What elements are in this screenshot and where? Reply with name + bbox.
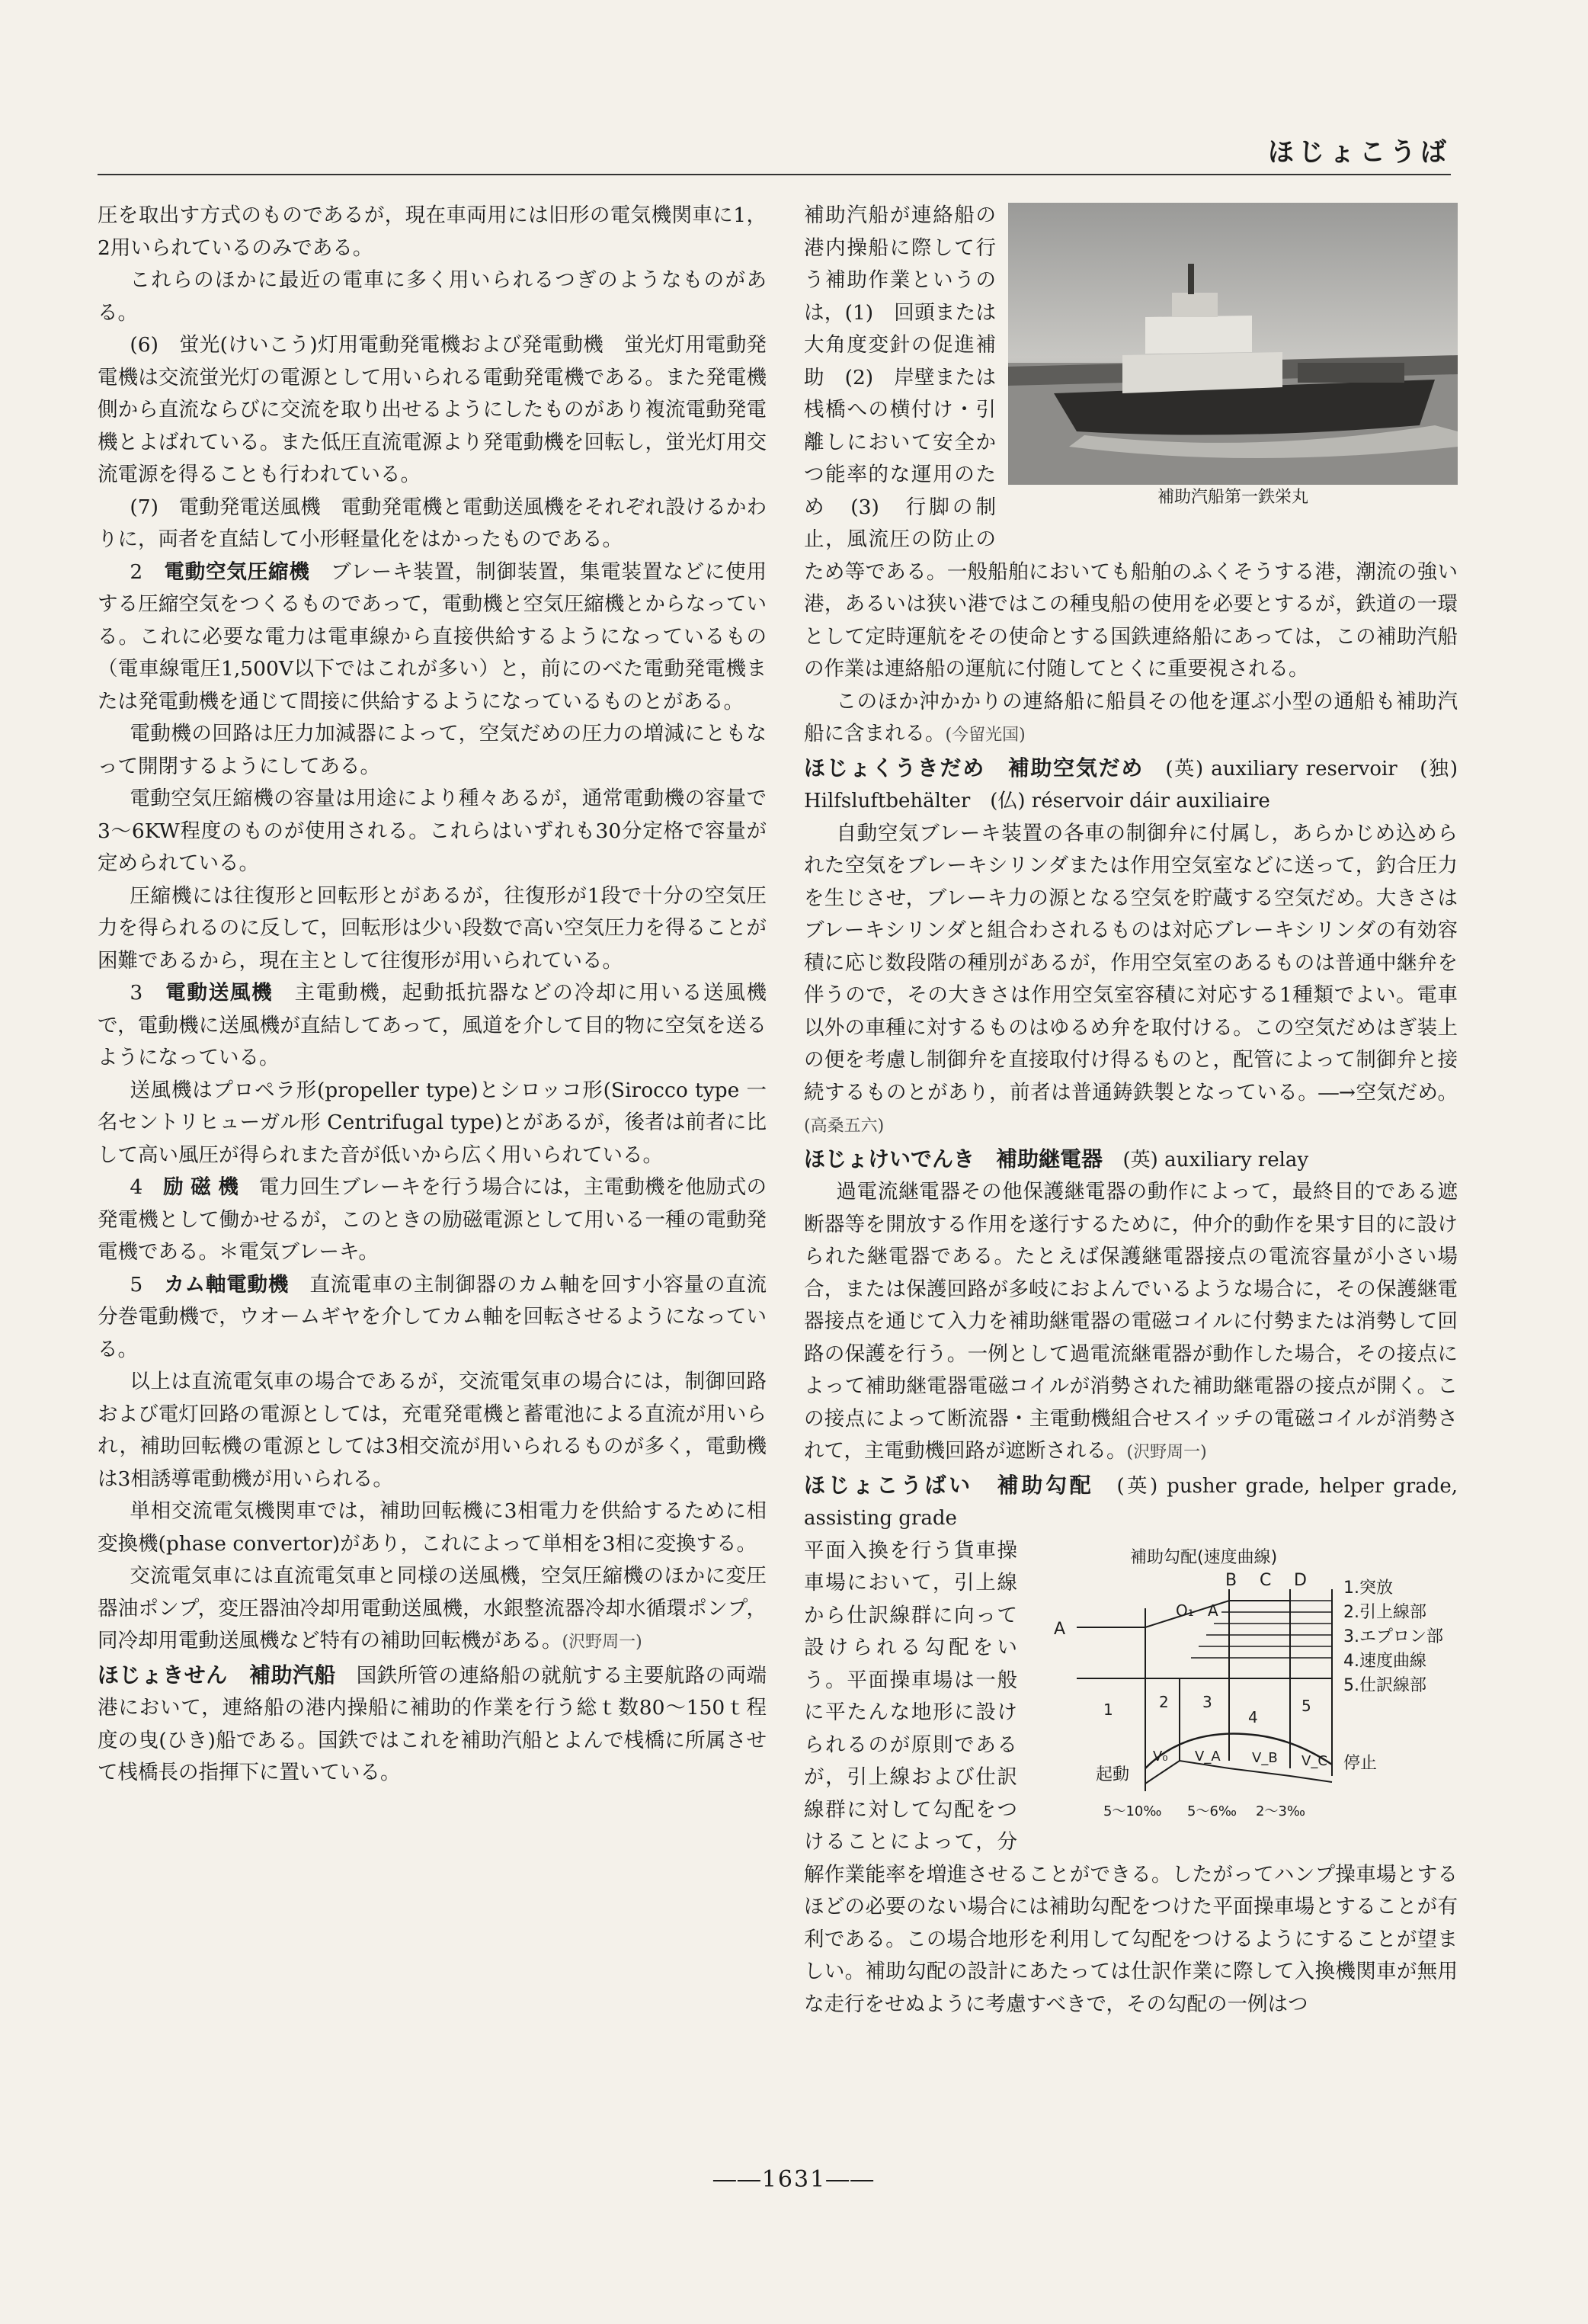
paragraph: 電動空気圧縮機の容量は用途により種々あるが，通常電動機の容量で3〜6KW程度のものが使用される。これらはいずれも30分定格で容量が定められている。 — [98, 787, 767, 875]
paragraph: 電動機の回路は圧力加減器によって，空気だめの圧力の増減にともなって開閉するようにしてある。 — [98, 722, 767, 778]
paragraph — [98, 1172, 767, 1269]
velocity-label: V_A — [1195, 1748, 1221, 1765]
section-keyword: カム軸電動機 — [164, 1272, 290, 1297]
section-number: 5 — [130, 1272, 143, 1297]
entry-headword: ほじょきせん 補助汽船 — [98, 1662, 336, 1688]
point-label: A — [1208, 1601, 1218, 1620]
grade-value: 5〜10‰ — [1103, 1803, 1162, 1819]
entry-foreign-terms: (英) pusher grade, helper grade, assisting grade — [804, 1474, 1458, 1530]
section-text: ブレーキ装置，制御装置，集電装置などに使用する圧縮空気をつくるものであって，電動機と空気圧縮機とからなっている。これに必要な電力は電車線から直接供給するようになっているもの（電車線電圧1,500V以下ではこれが多い）と，前にのべた電動発電機または発電動機を通じて間接に供給するようになっているものとがある。 — [98, 559, 767, 713]
section-label: 1 — [1103, 1700, 1113, 1719]
entry-headword: ほじょこうばい 補助勾配 — [804, 1472, 1094, 1498]
entry-body: 国鉄所管の連絡船の就航する主要航路の両端港において，連絡船の港内操船に補助的作業を行う総ｔ数80〜150ｔ程度の曳(ひき)船である。国鉄ではこれを補助汽船とよんで桟橋に所属させて桟橋長の指揮下に置いている。 — [98, 1663, 767, 1784]
point-label: D — [1294, 1570, 1307, 1590]
section-text: 交流電気車には直流電気車と同様の送風機，空気圧縮機のほかに変圧器油ポンプ，変圧器油冷却用電動送風機，水銀整流器冷却水循環ポンプ，同冷却用電動送風機など特有の補助回転機がある。 — [98, 1564, 767, 1652]
paragraph — [804, 1176, 1458, 1470]
paragraph: これらのほかに最近の電車に多く用いられるつぎのようなものがある。 — [98, 268, 767, 325]
entry-body: 自動空気ブレーキ装置の各車の制御弁に付属し，あらかじめ込められた空気をブレーキシリンダまたは作用空気室などに送って，釣合圧力を生じさせ，ブレーキ力の源となる空気を貯蔵する空気だめ。大きさはブレーキシリンダと組合わされるものは対応ブレーキシリンダの有効容積に応じ数段階の種別があるが，作用空気室のあるものは普通中継弁を伴うので，その大きさは作用空気室容積に対応する1種類でよい。電車以外の車種に対するものはゆるめ弁を取付ける。この空気だめはぎ装上の便を考慮し制御弁を直接取付け得るものと，配管によって制御弁と接続するものとがあり，前者は普通鋳鉄製となっている。―→空気だめ。 — [804, 821, 1458, 1104]
start-label: 起動 — [1096, 1765, 1130, 1784]
paragraph: (6) 蛍光(けいこう)灯用電動発電機および発電動機 蛍光灯用電動発電機は交流蛍光灯の電源として用いられる電動発電機である。また発電機側から直流ならびに交流を取り出せるようにしたものがあり複流電動発電機とよばれている。また低圧直流電源より発電動機を回転し，蛍光灯用交流電源を得ることも行われている。 — [98, 333, 767, 486]
author-signature: (沢野周一) — [1126, 1443, 1207, 1462]
paragraph: 以上は直流電気車の場合であるが，交流電気車の場合には，制御回路および電灯回路の電源としては，充電発電機と蓄電池による直流が用いられ，補助回転機の電源としては3相交流が用いられるものが多く，電動機は3相誘導電動機が用いられる。 — [98, 1370, 767, 1491]
entry-kisen — [98, 1659, 767, 1790]
paragraph: 送風機はプロペラ形(propeller type)とシロッコ形(Sirocco type 一名セントリヒューガル形 Centrifugal type)とがあるが，後者は前者に比して高い風圧が得られまた音が低いから広く用いられている。 — [98, 1078, 767, 1167]
section-number: 2 — [130, 559, 143, 584]
velocity-label: V_C — [1301, 1752, 1327, 1769]
point-label: A — [1054, 1619, 1066, 1639]
section-number: 3 — [130, 981, 143, 1005]
paragraph: (7) 電動発電送風機 電動発電機と電動送風機をそれぞれ設けるかわりに，両者を直結して小形軽量化をはかったものである。 — [98, 495, 767, 551]
legend-item: 2.引上線部 — [1343, 1602, 1426, 1622]
grade-value: 5〜6‰ — [1187, 1803, 1237, 1819]
grade-figure — [1031, 1540, 1458, 1845]
entry-headword: ほじょけいでんき 補助継電器 — [804, 1146, 1103, 1172]
grade-figure-title: 補助勾配(速度曲線) — [1130, 1547, 1278, 1567]
section-keyword: 電動送風機 — [165, 981, 274, 1005]
header-rule — [98, 174, 1451, 175]
section-text: このほか沖かかりの連絡船に船員その他を運ぶ小型の通船も補助汽船に含まれる。 — [804, 689, 1458, 745]
page-number: ――1631―― — [712, 2166, 876, 2193]
paragraph: 圧縮機には往復形と回転形とがあるが，往復形が1段で十分の空気圧力を得られるのに反して，回転形は少い段数で高い空気圧力を得ることが困難であるから，現在主として往復形が用いられている。 — [98, 883, 767, 973]
legend-item: 5.仕訳線部 — [1343, 1675, 1426, 1695]
section-text: 直流電車の主制御器のカム軸を回す小容量の直流分巻電動機で，ウオームギヤを介してカム軸を回転させるようになっている。 — [98, 1272, 767, 1361]
point-label: C — [1260, 1570, 1272, 1590]
paragraph — [98, 1269, 767, 1367]
velocity-label: V_B — [1252, 1749, 1278, 1766]
legend-item: 1.突放 — [1343, 1578, 1393, 1598]
stop-label: 停止 — [1343, 1753, 1378, 1773]
right-column — [804, 200, 1458, 2021]
paragraph: 補助汽船が連絡船の港内操船に際して行う補助作業というのは，(1) 回頭または大角度変針の促進補助 (2) 岸壁または桟橋への横付け・引離しにおいて安全かつ能率的な運用のため (3) 行脚の制止，風流圧の防止のため等である。一般船舶においても船舶のふくそうする港，潮流の強い港，あるいは狭い港ではこの種曳船の使用を必要とするが，鉄道の一環として定時運航をその使命とする国鉄連絡船にあっては，この補助汽船の作業は連絡船の運航に付随してとくに重要視される。 — [804, 204, 1458, 681]
point-label: B — [1225, 1570, 1237, 1590]
section-keyword: 励 磁 機 — [163, 1175, 239, 1199]
paragraph — [804, 818, 1458, 1143]
section-label: 5 — [1301, 1696, 1311, 1715]
ship-figure — [1008, 203, 1458, 523]
author-signature: (今留光国) — [945, 726, 1026, 745]
paragraph — [98, 977, 767, 1075]
velocity-label: V₀ — [1153, 1748, 1168, 1765]
section-label: 2 — [1159, 1692, 1169, 1711]
legend-item: 3.エプロン部 — [1343, 1627, 1443, 1646]
ship-photo-caption: 補助汽船第一鉄栄丸 — [1157, 488, 1308, 507]
section-number: 4 — [130, 1175, 143, 1199]
paragraph — [98, 556, 767, 719]
grade-value: 2〜3‰ — [1256, 1803, 1306, 1819]
paragraph: 平面入換を行う貨車操車場において，引上線から仕訳線群に向って設けられる勾配をいう。平面操車場は一般に平たんな地形に設けられるのが原則であるが，引上線および仕訳線群に対して勾配をつけることによって，分解作業能率を増進させることができる。したがってハンプ操車場とするほどの必要のない場合には補助勾配をつけた平面操車場とすることが有利である。この場合地形を利用して勾配をつけるようにすることが望ましい。補助勾配の設計にあたっては仕訳作業に際して入換機関車が無用な走行をせぬように考慮すべきで，その勾配の一例はつ — [804, 1538, 1458, 2016]
entry-relay — [804, 1143, 1458, 1177]
section-label: 4 — [1248, 1707, 1258, 1726]
grade-diagram — [1031, 1540, 1458, 1845]
page-header-title: ほじょこうば — [1268, 137, 1451, 168]
author-signature: (沢野周一) — [562, 1633, 642, 1652]
entry-headword: ほじょくうきだめ 補助空気だめ — [804, 755, 1145, 781]
section-text: 電力回生ブレーキを行う場合には，主電動機を他励式の発電機として働かせるが，このときの励磁電源として用いる一種の電動発電機である。＊電気ブレーキ。 — [98, 1175, 767, 1264]
entry-grade — [804, 1470, 1458, 1535]
section-keyword: 電動空気圧縮機 — [164, 559, 310, 584]
section-text: 主電動機，起動抵抗器などの冷却に用いる送風機で，電動機に送風機が直結してあって，風道を介して目的物に空気を送るようになっている。 — [98, 981, 767, 1069]
legend-item: 4.速度曲線 — [1343, 1651, 1426, 1671]
paragraph — [804, 686, 1458, 752]
ship-photo-image — [1008, 203, 1458, 485]
paragraph: 単相交流電気機関車では，補助回転機に3相電力を供給するために相変換機(phase convertor)があり，これによって単相を3相に変換する。 — [98, 1499, 767, 1556]
section-label: 3 — [1202, 1692, 1212, 1711]
entry-reservoir — [804, 752, 1458, 818]
left-column — [98, 200, 767, 1790]
author-signature: (高桑五六) — [804, 1117, 885, 1136]
entry-foreign-terms: (英) auxiliary relay — [1122, 1148, 1309, 1172]
paragraph: 圧を取出す方式のものであるが，現在車両用には旧形の電気機関車に1，2用いられているのみである。 — [98, 204, 767, 260]
entry-body: 過電流継電器その他保護継電器の動作によって，最終目的である遮断器等を開放する作用を遂行するために，仲介的動作を果す目的に設けられた継電器である。たとえば保護継電器接点の電流容量が小さい場合，または保護回路が多岐におよんでいるような場合に，その保護継電器接点を通じて入力を補助継電器の電磁コイルに付勢または消勢して回路の保護を行う。一例として過電流継電器が動作した場合，その接点によって補助継電器電磁コイルが消勢された補助継電器の接点が開く。この接点によって断流器・主電動機組合せスイッチの電磁コイルが消勢されて，主電動機回路が遮断される。 — [804, 1180, 1458, 1463]
point-label: O₁ — [1176, 1601, 1194, 1620]
paragraph — [98, 1560, 767, 1659]
entry-foreign-terms: (英) auxiliary reservoir (独) Hilfsluftbehälter (仏) réservoir dáir auxiliaire — [804, 757, 1458, 813]
